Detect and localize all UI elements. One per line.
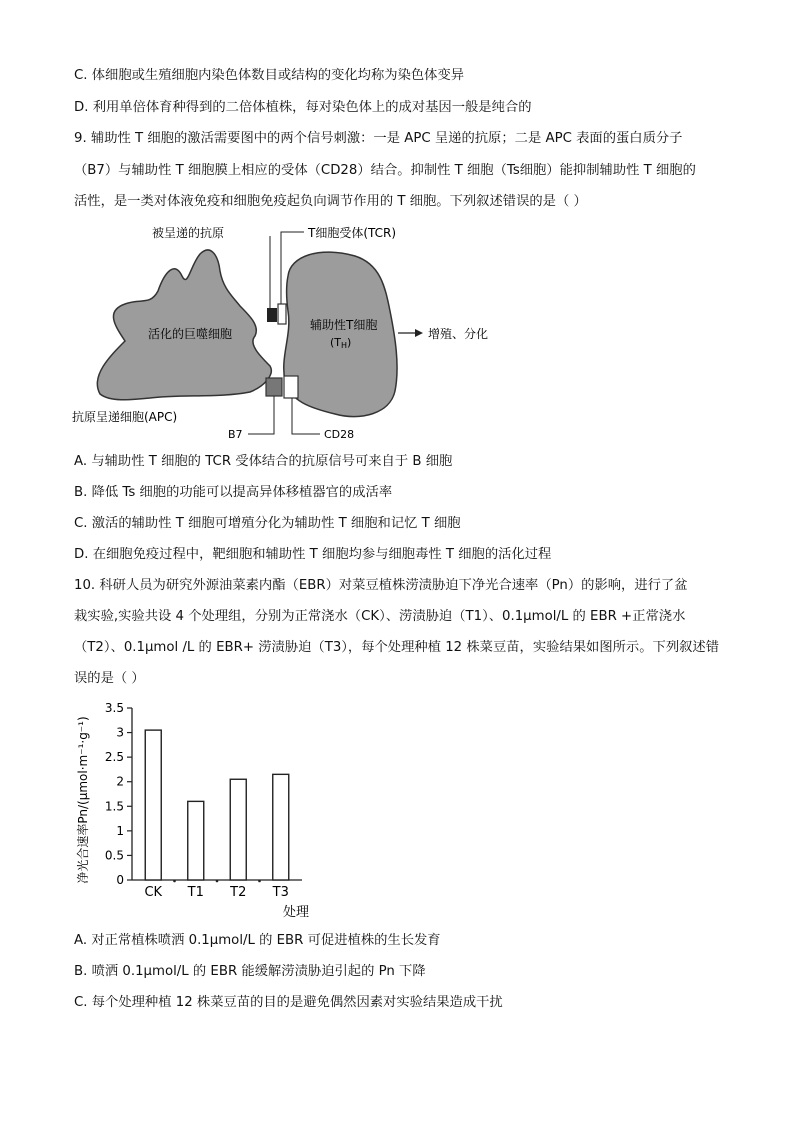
x-tick-label: T3 — [272, 885, 289, 900]
y-tick-label: 0.5 — [104, 848, 124, 863]
antigen-marker — [267, 308, 277, 322]
line-a10: A. 对正常植株喷洒 0.1μmol/L 的 EBR 可促进植株的生长发育 — [74, 933, 441, 948]
bar-t3 — [273, 774, 289, 880]
line-d8: D. 利用单倍体育种得到的二倍体植株，每对染色体上的成对基因一般是纯合的 — [74, 100, 532, 115]
line-c8: C. 体细胞或生殖细胞内染色体数目或结构的变化均称为染色体变异 — [74, 68, 465, 83]
line-q9a: 9. 辅助性 T 细胞的激活需要图中的两个信号刺激：一是 APC 呈递的抗原；二是 APC 表面的蛋白质分子 — [74, 131, 683, 146]
line-q9c: 活性，是一类对体液免疫和细胞免疫起负向调节作用的 T 细胞。下列叙述错误的是（ ） — [74, 194, 587, 209]
line-c9: C. 激活的辅助性 T 细胞可增殖分化为辅助性 T 细胞和记忆 T 细胞 — [74, 516, 461, 531]
antigen-label: 被呈递的抗原 — [152, 226, 225, 240]
x-tick-label: T2 — [230, 885, 247, 900]
cd28-label: CD28 — [324, 428, 355, 441]
line-a9: A. 与辅助性 T 细胞的 TCR 受体结合的抗原信号可来自于 B 细胞 — [74, 454, 453, 469]
line-d9: D. 在细胞免疫过程中，靶细胞和辅助性 T 细胞均参与细胞毒性 T 细胞的活化过程 — [74, 547, 552, 562]
immune-diagram — [70, 216, 510, 446]
y-tick-label: 1.5 — [104, 799, 124, 814]
line-q10c: （T2）、0.1μmol /L 的 EBR+ 涝渍胁迫（T3），每个处理种植 12 株菜豆苗，实验结果如图所示。下列叙述错 — [74, 640, 720, 655]
macrophage-label: 活化的巨噬细胞 — [148, 327, 233, 341]
y-tick-label: 0 — [116, 873, 124, 887]
tcr-label: T细胞受体(TCR) — [308, 226, 397, 240]
cd28-marker — [284, 376, 298, 398]
result-label: 增殖、分化 — [428, 327, 489, 341]
x-separator-dot — [258, 880, 261, 883]
helper-t-cell-shape — [284, 252, 397, 417]
th-abbr: (TH) — [330, 336, 352, 350]
y-tick-label: 2 — [116, 774, 124, 789]
b7-marker — [266, 378, 282, 396]
b7-label: B7 — [228, 428, 243, 441]
bar-t2 — [230, 779, 246, 880]
macrophage-shape — [97, 250, 271, 400]
bar-t1 — [188, 801, 204, 880]
tcr-marker — [278, 304, 286, 324]
y-tick-label: 3.5 — [104, 701, 124, 715]
line-b10: B. 喷洒 0.1μmol/L 的 EBR 能缓解涝渍胁迫引起的 Pn 下降 — [74, 964, 426, 979]
line-b9: B. 降低 Ts 细胞的功能可以提高异体移植器官的成活率 — [74, 485, 393, 500]
x-separator-dot — [216, 880, 219, 883]
apc-label: 抗原呈递细胞(APC) — [72, 410, 178, 424]
pn-bar-chart — [70, 700, 330, 922]
line-q10d: 误的是（ ） — [74, 671, 145, 686]
line-q9b: （B7）与辅助性 T 细胞膜上相应的受体（CD28）结合。抑制性 T 细胞（Ts细胞）能抑制辅助性 T 细胞的 — [74, 163, 696, 178]
y-tick-label: 2.5 — [104, 750, 124, 765]
y-tick-label: 3 — [116, 725, 124, 740]
x-axis-label: 处理 — [282, 905, 310, 920]
line-q10b: 栽实验,实验共设 4 个处理组，分别为正常浇水（CK）、涝渍胁迫（T1）、0.1μmol/L 的 EBR +正常浇水 — [74, 609, 686, 624]
line-c10: C. 每个处理种植 12 株菜豆苗的目的是避免偶然因素对实验结果造成干扰 — [74, 995, 503, 1010]
x-separator-dot — [173, 880, 176, 883]
y-tick-label: 1 — [116, 823, 124, 838]
th-label: 辅助性T细胞 — [310, 318, 378, 332]
bar-ck — [145, 730, 161, 880]
x-tick-label: CK — [144, 885, 163, 900]
line-q10a: 10. 科研人员为研究外源油菜素内酯（EBR）对菜豆植株涝渍胁迫下净光合速率（Pn）的影响，进行了盆 — [74, 578, 688, 593]
x-tick-label: T1 — [187, 885, 204, 900]
y-axis-label: 净光合速率Pn/(μmol·m⁻¹·g⁻¹) — [76, 716, 90, 884]
